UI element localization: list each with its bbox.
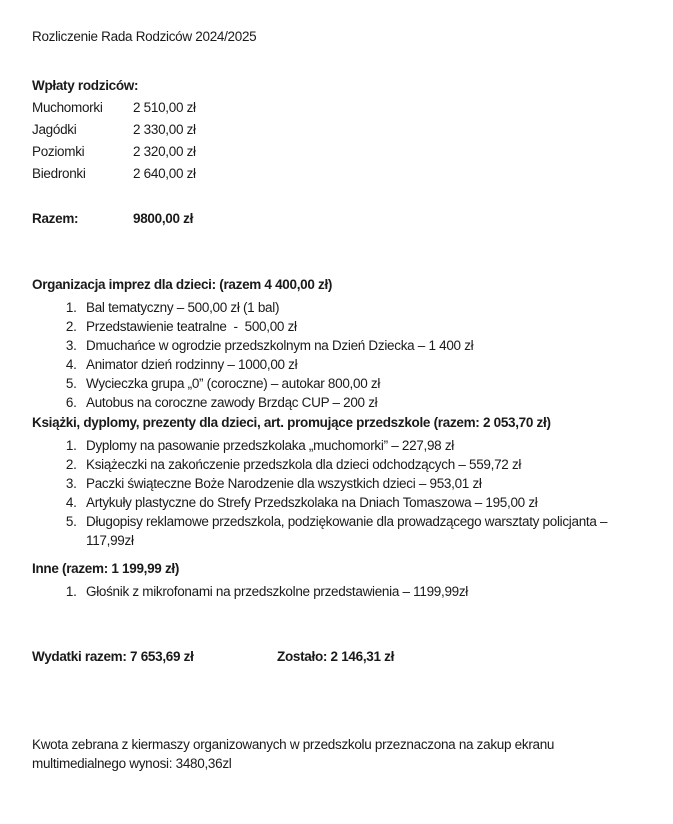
list-item: 5. Długopisy reklamowe przedszkola, podziękowanie dla prowadzącego warsztaty policjanta – 117,99zł [80, 512, 641, 550]
payment-group-name: Biedronki [32, 166, 86, 181]
expenses-section-books [32, 413, 641, 550]
list-item: 1. Głośnik z mikrofonami na przedszkolne przedstawienia – 1199,99zł [80, 582, 641, 601]
payment-row [32, 97, 641, 119]
list-item: 6. Autobus na coroczne zawody Brzdąc CUP – 200 zł [80, 393, 641, 412]
payments-total-label: Razem: [32, 211, 79, 226]
list-item: 2. Książeczki na zakończenie przedszkola dla dzieci odchodzących – 559,72 zł [80, 455, 641, 474]
list-item: 3. Dmuchańce w ogrodzie przedszkolnym na Dzień Dziecka – 1 400 zł [80, 336, 641, 355]
summary-row [32, 647, 641, 666]
list-item: 1. Bal tematyczny – 500,00 zł (1 bal) [80, 298, 641, 317]
payment-group-name: Poziomki [32, 144, 85, 159]
payment-group-name: Muchomorki [32, 100, 103, 115]
list-item: 4. Animator dzień rodzinny – 1000,00 zł [80, 355, 641, 374]
payment-row [32, 163, 641, 185]
payment-row [32, 141, 641, 163]
summary-expenses-total: Wydatki razem: 7 653,69 zł [32, 649, 194, 664]
summary-remaining: Zostało: 2 146,31 zł [277, 649, 395, 664]
payment-amount: 2 330,00 zł [133, 122, 196, 137]
payments-section [32, 75, 641, 230]
other-list [32, 582, 641, 601]
payment-amount: 2 320,00 zł [133, 144, 196, 159]
payment-group-name: Jagódki [32, 122, 77, 137]
payment-amount: 2 510,00 zł [133, 100, 196, 115]
section-heading-events: Organizacja imprez dla dzieci: (razem 4 400,00 zł) [32, 277, 333, 292]
payment-row [32, 119, 641, 141]
document-title: Rozliczenie Rada Rodziców 2024/2025 [32, 29, 257, 44]
section-heading-books: Książki, dyplomy, prezenty dla dzieci, art. promujące przedszkole (razem: 2 053,70 zł) [32, 415, 551, 430]
list-item: 5. Wycieczka grupa „0” (coroczne) – autokar 800,00 zł [80, 374, 641, 393]
footer-note: Kwota zebrana z kiermaszy organizowanych w przedszkolu przeznaczona na zakup ekranu multimedialnego wynosi: 3480,36zl [32, 737, 555, 771]
books-list [32, 436, 641, 550]
payment-amount: 2 640,00 zł [133, 166, 196, 181]
events-list [32, 298, 641, 412]
list-item: 2. Przedstawienie teatralne - 500,00 zł [80, 317, 641, 336]
section-heading-other: Inne (razem: 1 199,99 zł) [32, 561, 180, 576]
list-item: 1. Dyplomy na pasowanie przedszkolaka „muchomorki” – 227,98 zł [80, 436, 641, 455]
list-item: 4. Artykuły plastyczne do Strefy Przedszkolaka na Dniach Tomaszowa – 195,00 zł [80, 493, 641, 512]
list-item: 3. Paczki świąteczne Boże Narodzenie dla wszystkich dzieci – 953,01 zł [80, 474, 641, 493]
payments-heading: Wpłaty rodziców: [32, 78, 139, 93]
expenses-section-other [32, 559, 641, 601]
expenses-section-events [32, 275, 641, 412]
payments-total-row [32, 208, 641, 230]
payments-total-amount: 9800,00 zł [133, 211, 194, 226]
